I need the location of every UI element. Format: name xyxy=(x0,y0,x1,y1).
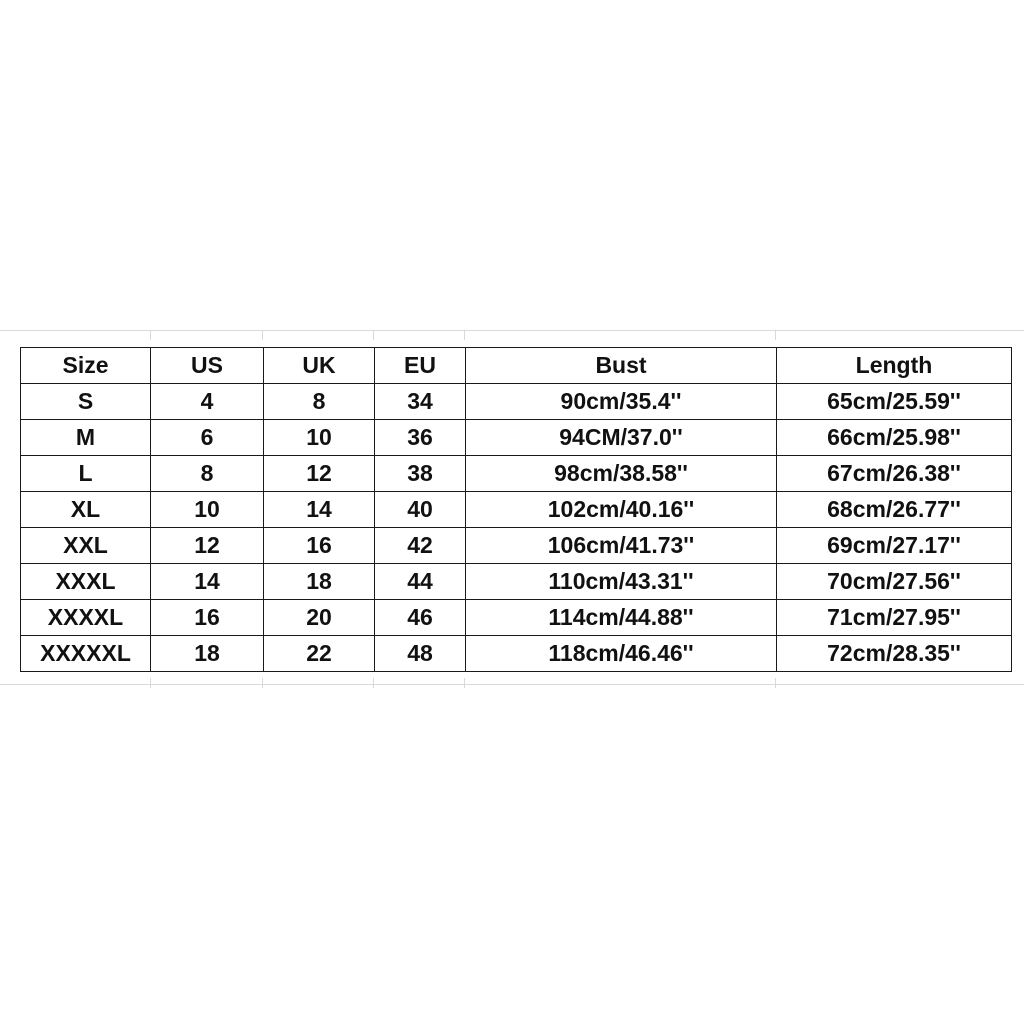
grid-line xyxy=(464,330,465,340)
grid-line xyxy=(262,330,263,340)
header-us: US xyxy=(151,348,264,384)
cell-uk: 22 xyxy=(264,636,375,672)
cell-length: 68cm/26.77'' xyxy=(777,492,1012,528)
header-length: Length xyxy=(777,348,1012,384)
size-chart-table xyxy=(20,347,1012,672)
cell-eu: 42 xyxy=(375,528,466,564)
header-row xyxy=(21,348,1012,384)
cell-us: 14 xyxy=(151,564,264,600)
grid-line xyxy=(464,678,465,688)
cell-eu: 36 xyxy=(375,420,466,456)
cell-us: 4 xyxy=(151,384,264,420)
grid-line xyxy=(373,678,374,688)
cell-length: 71cm/27.95'' xyxy=(777,600,1012,636)
grid-line xyxy=(0,330,1024,331)
cell-uk: 14 xyxy=(264,492,375,528)
cell-length: 65cm/25.59'' xyxy=(777,384,1012,420)
cell-bust: 114cm/44.88'' xyxy=(466,600,777,636)
table-row xyxy=(21,384,1012,420)
cell-us: 18 xyxy=(151,636,264,672)
header-uk: UK xyxy=(264,348,375,384)
cell-uk: 20 xyxy=(264,600,375,636)
cell-uk: 18 xyxy=(264,564,375,600)
cell-bust: 102cm/40.16'' xyxy=(466,492,777,528)
cell-size: XXL xyxy=(21,528,151,564)
grid-line xyxy=(0,684,1024,685)
cell-size: XXXL xyxy=(21,564,151,600)
cell-us: 16 xyxy=(151,600,264,636)
table-row xyxy=(21,492,1012,528)
cell-eu: 34 xyxy=(375,384,466,420)
grid-line xyxy=(373,330,374,340)
table-row xyxy=(21,564,1012,600)
grid-line xyxy=(775,678,776,688)
table-row xyxy=(21,456,1012,492)
cell-size: XXXXL xyxy=(21,600,151,636)
cell-eu: 40 xyxy=(375,492,466,528)
cell-eu: 38 xyxy=(375,456,466,492)
header-eu: EU xyxy=(375,348,466,384)
cell-length: 70cm/27.56'' xyxy=(777,564,1012,600)
cell-us: 10 xyxy=(151,492,264,528)
header-size: Size xyxy=(21,348,151,384)
cell-size: XL xyxy=(21,492,151,528)
grid-line xyxy=(150,330,151,340)
cell-length: 72cm/28.35'' xyxy=(777,636,1012,672)
header-bust: Bust xyxy=(466,348,777,384)
table-row xyxy=(21,420,1012,456)
cell-eu: 44 xyxy=(375,564,466,600)
cell-uk: 16 xyxy=(264,528,375,564)
cell-size: M xyxy=(21,420,151,456)
cell-length: 66cm/25.98'' xyxy=(777,420,1012,456)
cell-bust: 94CM/37.0'' xyxy=(466,420,777,456)
cell-size: S xyxy=(21,384,151,420)
cell-uk: 8 xyxy=(264,384,375,420)
table-row xyxy=(21,600,1012,636)
grid-line xyxy=(150,678,151,688)
cell-bust: 90cm/35.4'' xyxy=(466,384,777,420)
cell-size: XXXXXL xyxy=(21,636,151,672)
grid-line xyxy=(262,678,263,688)
cell-eu: 48 xyxy=(375,636,466,672)
cell-bust: 106cm/41.73'' xyxy=(466,528,777,564)
cell-size: L xyxy=(21,456,151,492)
cell-length: 69cm/27.17'' xyxy=(777,528,1012,564)
cell-us: 8 xyxy=(151,456,264,492)
table-row xyxy=(21,528,1012,564)
cell-us: 12 xyxy=(151,528,264,564)
cell-bust: 118cm/46.46'' xyxy=(466,636,777,672)
cell-uk: 10 xyxy=(264,420,375,456)
cell-bust: 110cm/43.31'' xyxy=(466,564,777,600)
cell-length: 67cm/26.38'' xyxy=(777,456,1012,492)
table-row xyxy=(21,636,1012,672)
cell-bust: 98cm/38.58'' xyxy=(466,456,777,492)
cell-us: 6 xyxy=(151,420,264,456)
cell-uk: 12 xyxy=(264,456,375,492)
grid-line xyxy=(775,330,776,340)
cell-eu: 46 xyxy=(375,600,466,636)
